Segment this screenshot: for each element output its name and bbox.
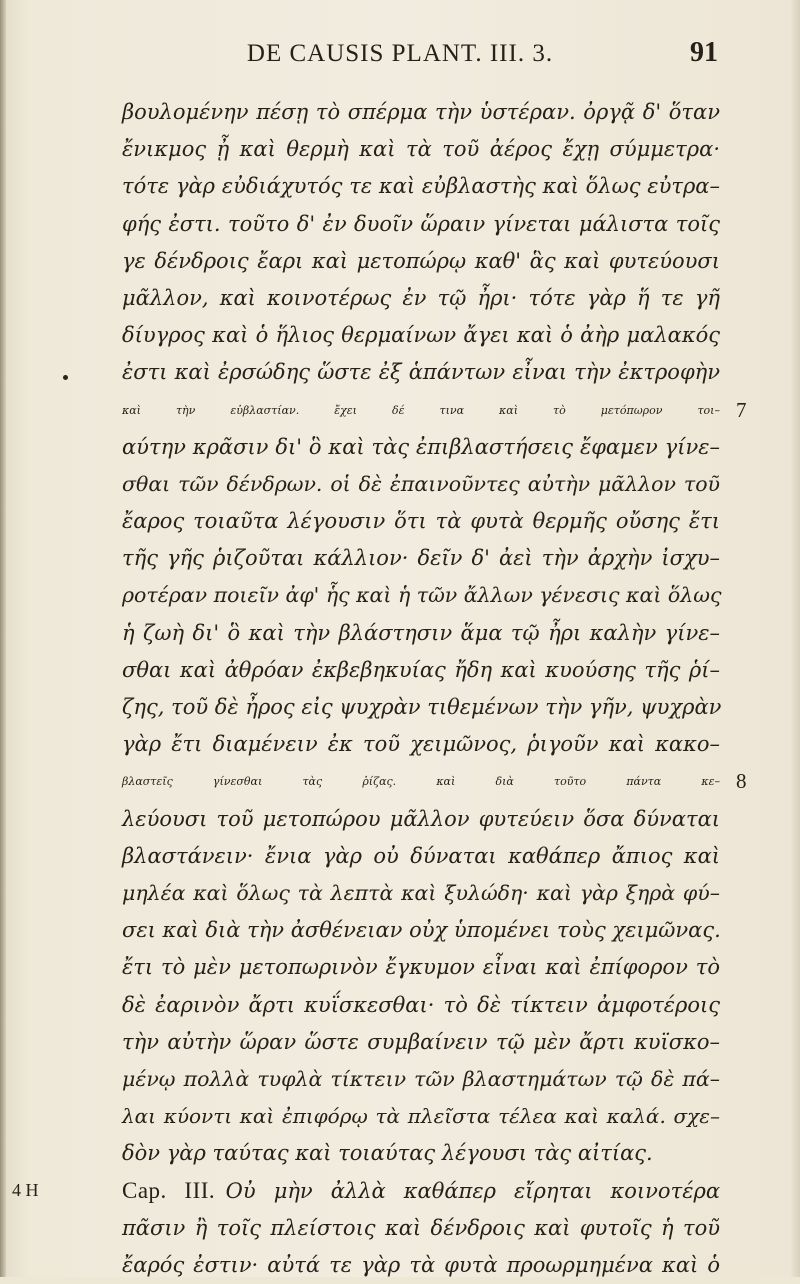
line-text: σει καὶ διὰ τὴν ἀσθένειαν οὐχ ὑπομένει τοὺς χειμῶνας.: [122, 918, 721, 943]
line-text: φής ἐστι. τοῦτο δ' ἐν δυοῖν ὥραιν γίνεται μάλιστα τοῖς: [122, 211, 720, 236]
text-line: [122, 987, 720, 1024]
text-line: [122, 206, 720, 243]
line-text: δὸν γὰρ ταύτας καὶ τοιαύτας λέγουσι τὰς αἰτίας.: [122, 1141, 653, 1166]
text-line: [12, 1172, 720, 1209]
text-line: [122, 652, 720, 689]
line-text: τῆς γῆς ῥιζοῦται κάλλιον· δεῖν δ' ἀεὶ τὴν ἀρχὴν ἰσχυ–: [122, 546, 720, 571]
line-text: ἔτι τὸ μὲν μετοπωρινὸν ἔγκυμον εἶναι καὶ ἐπίφορον τὸ: [122, 955, 720, 980]
text-line: [122, 763, 747, 800]
text-line: [122, 94, 720, 131]
text-line: [122, 1247, 720, 1284]
line-text: ἔνικμος ᾖ καὶ θερμὴ καὶ τὰ τοῦ ἀέρος ἔχῃ σύμμετρα·: [122, 137, 720, 162]
line-text: ἡ ζωὴ δι' ὃ καὶ τὴν βλάστησιν ἅμα τῷ ἦρι καλὴν γίνε–: [122, 620, 720, 645]
line-text: αύτην κρᾶσιν δι' ὃ καὶ τὰς ἐπιβλαστήσεις ἔφαμεν γίνε–: [122, 434, 720, 459]
text-line: [122, 1024, 720, 1061]
line-text: βουλομένην πέσῃ τὸ σπέρμα τὴν ὑστέραν. ὀργᾷ δ' ὅταν: [122, 100, 720, 124]
text-line: [122, 392, 747, 429]
text-line: [122, 801, 720, 838]
line-text: σθαι καὶ ἀθρόαν ἐκβεβηκυίας ἤδη καὶ κυούσης τῆς ῥί–: [122, 657, 720, 682]
line-text: μένῳ πολλὰ τυφλὰ τίκτειν τῶν βλαστημάτων τῷ δὲ πά–: [122, 1066, 720, 1091]
line-text: μηλέα καὶ ὅλως τὰ λεπτὰ καὶ ξυλώδη· καὶ γὰρ ξηρὰ φύ–: [122, 880, 720, 905]
line-text: μᾶλλον, καὶ κοινοτέρως ἐν τῷ ἦρι· τότε γὰρ ἥ τε γῆ: [122, 285, 720, 310]
line-text: ἔαρός ἐστιν· αὐτά τε γὰρ τὰ φυτὰ προωρμημένα καὶ ὁ: [122, 1252, 720, 1277]
line-text: λεύουσι τοῦ μετοπώρου μᾶλλον φυτεύειν ὅσα δύναται: [122, 806, 720, 831]
text-line: [122, 949, 720, 986]
line-text: Οὐ μὴν ἀλλὰ καθάπερ εἴρηται κοινοτέρα: [225, 1179, 720, 1204]
text-line: [122, 689, 720, 726]
line-text: βλαστεῖς γίνεσθαι τὰς ῥίζας. καὶ διὰ τοῦτο πάντα κε–: [122, 775, 720, 789]
line-text: δίυγρος καὶ ὁ ἥλιος θερμαίνων ἄγει καὶ ὁ ἀὴρ μαλακός: [122, 323, 720, 348]
line-text: ζης, τοῦ δὲ ἦρος εἰς ψυχρὰν τιθεμένων τὴν γῆν, ψυχρὰν: [122, 695, 722, 719]
chapter-heading: Cap. III.: [122, 1178, 216, 1204]
line-text: σθαι τῶν δένδρων. οἱ δὲ ἐπαινοῦντες αὐτὴν μᾶλλον τοῦ: [122, 471, 720, 496]
margin-dot-mark: [63, 375, 68, 380]
text-line: [122, 838, 720, 875]
text-line: [122, 577, 720, 614]
line-text: ροτέραν ποιεῖν ἀφ' ἧς καὶ ἡ τῶν ἄλλων γένεσις καὶ ὅλως: [122, 583, 722, 608]
running-title: DE CAUSIS PLANT. III. 3.: [246, 40, 554, 67]
text-line: [122, 1135, 720, 1172]
line-text: γε δένδροις ἔαρι καὶ μετοπώρῳ καθ' ἃς καὶ φυτεύουσι: [122, 248, 720, 273]
page-gutter-shadow: [0, 0, 6, 1277]
text-line: [122, 1210, 720, 1247]
line-text: ἐστι καὶ ἐρσώδης ὥστε ἐξ ἁπάντων εἶναι τὴν ἐκτροφὴν: [122, 360, 720, 385]
margin-section-number: 7: [736, 397, 747, 422]
line-text: ἔαρος τοιαῦτα λέγουσιν ὅτι τὰ φυτὰ θερμῆς οὔσης ἔτι: [122, 509, 720, 534]
margin-section-number: 8: [736, 769, 747, 794]
line-text: γὰρ ἔτι διαμένειν ἐκ τοῦ χειμῶνος, ῥιγοῦν καὶ κακο–: [122, 732, 720, 757]
line-text: βλαστάνειν· ἔνια γὰρ οὐ δύναται καθάπερ ἄπιος καὶ: [122, 843, 720, 868]
line-text: πᾶσιν ἢ τοῖς πλείστοις καὶ δένδροις καὶ φυτοῖς ἡ τοῦ: [122, 1215, 720, 1240]
text-line: [122, 168, 720, 205]
text-line: [122, 912, 720, 949]
text-line: [122, 317, 720, 354]
text-line: [122, 503, 720, 540]
greek-text-body: [12, 94, 747, 1284]
text-line: [122, 615, 720, 652]
line-text: λαι κύοντι καὶ ἐπιφόρῳ τὰ πλεῖστα τέλεα καὶ καλά. σχε–: [122, 1104, 720, 1129]
text-line: [122, 429, 720, 466]
page-header: [0, 37, 800, 80]
line-text: τότε γὰρ εὐδιάχυτός τε καὶ εὐβλαστὴς καὶ ὅλως εὐτρα–: [122, 174, 720, 199]
text-line: [122, 354, 720, 391]
text-line: [122, 466, 720, 503]
page-number: 91: [690, 37, 718, 68]
text-line: [122, 280, 720, 317]
text-line: [122, 131, 720, 168]
text-line: [122, 243, 720, 280]
text-line: [122, 875, 720, 912]
line-text: δὲ ἐαρινὸν ἄρτι κυΐσκεσθαι· τὸ δὲ τίκτειν ἀμφοτέροις: [122, 992, 720, 1017]
line-text: τὴν αὐτὴν ὥραν ὥστε συμβαίνειν τῷ μὲν ἄρτι κυϊσκο–: [122, 1029, 720, 1054]
text-line: [122, 540, 720, 577]
text-line: [122, 1061, 720, 1098]
text-line: [122, 1098, 720, 1135]
text-line: [122, 726, 720, 763]
margin-reference: 4 H: [12, 1180, 39, 1201]
line-text: καὶ τὴν εὐβλαστίαν. ἔχει δέ τινα καὶ τὸ μετόπωρον τοι–: [122, 403, 720, 417]
